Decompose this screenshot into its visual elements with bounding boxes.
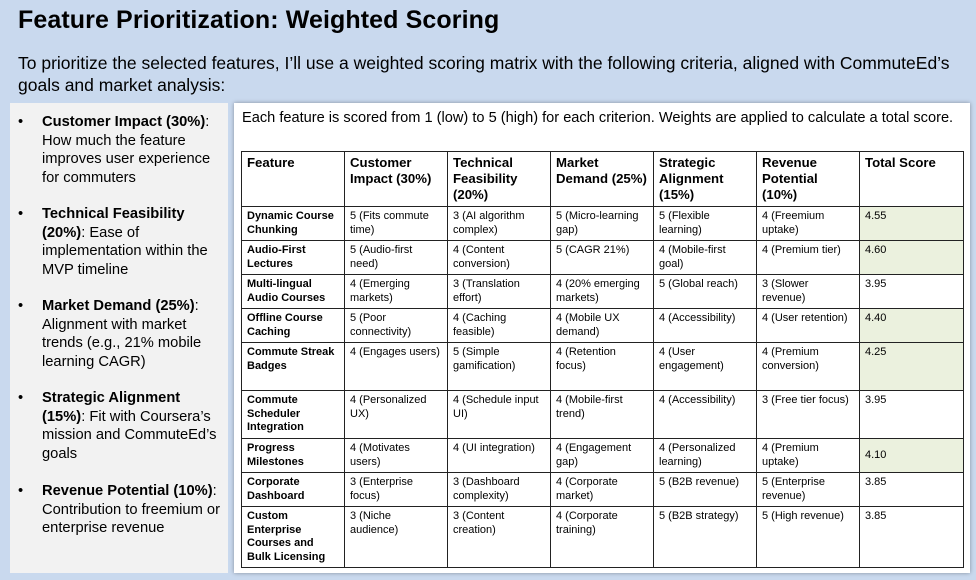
feature-cell: Multi-lingual Audio Courses — [242, 275, 345, 309]
feature-cell: Custom Enterprise Courses and Bulk Licensing — [242, 507, 345, 568]
market-demand-cell: 4 (Mobile UX demand) — [551, 309, 654, 343]
strategic-alignment-cell: 4 (User engagement) — [654, 343, 757, 391]
bullet-icon: • — [18, 298, 24, 314]
table-header-row — [242, 152, 964, 207]
scoring-note: Each feature is scored from 1 (low) to 5 (high) for each criterion. Weights are applied to calculate a total score. — [242, 110, 954, 126]
customer-impact-cell: 3 (Enterprise focus) — [345, 473, 448, 507]
column-header-technical-feasibility: Technical Feasibility (20%) — [448, 152, 551, 207]
customer-impact-cell: 4 (Personalized UX) — [345, 391, 448, 439]
customer-impact-cell: 4 (Emerging markets) — [345, 275, 448, 309]
bullet-icon: • — [18, 114, 24, 130]
table-row — [242, 241, 964, 275]
feature-cell: Dynamic Course Chunking — [242, 207, 345, 241]
column-header-customer-impact: Customer Impact (30%) — [345, 152, 448, 207]
market-demand-cell: 4 (Corporate market) — [551, 473, 654, 507]
technical-feasibility-cell: 4 (Content conversion) — [448, 241, 551, 275]
criterion-customer-impact — [18, 113, 222, 187]
feature-cell: Commute Streak Badges — [242, 343, 345, 391]
criteria-panel — [10, 103, 228, 573]
strategic-alignment-cell: 5 (B2B revenue) — [654, 473, 757, 507]
customer-impact-cell: 5 (Audio-first need) — [345, 241, 448, 275]
criterion-technical-feasibility — [18, 205, 222, 279]
table-row — [242, 473, 964, 507]
revenue-potential-cell: 4 (Premium uptake) — [757, 439, 860, 473]
table-row — [242, 207, 964, 241]
market-demand-cell: 4 (Mobile-first trend) — [551, 391, 654, 439]
market-demand-cell: 4 (Retention focus) — [551, 343, 654, 391]
column-header-revenue-potential: Revenue Potential (10%) — [757, 152, 860, 207]
customer-impact-cell: 5 (Poor connectivity) — [345, 309, 448, 343]
criterion-name: Market Demand (25%) — [42, 298, 195, 314]
table-row — [242, 275, 964, 309]
criterion-description: : Contribution to freemium or enterprise revenue — [42, 483, 220, 536]
strategic-alignment-cell: 5 (Global reach) — [654, 275, 757, 309]
technical-feasibility-cell: 4 (UI integration) — [448, 439, 551, 473]
feature-cell: Audio-First Lectures — [242, 241, 345, 275]
total-score-cell: 3.95 — [860, 391, 964, 439]
feature-cell: Progress Milestones — [242, 439, 345, 473]
criterion-description: : Alignment with market trends (e.g., 21% mobile learning CAGR) — [42, 298, 202, 370]
criterion-revenue-potential — [18, 482, 222, 538]
weighted-scoring-table — [241, 151, 964, 568]
customer-impact-cell: 5 (Fits commute time) — [345, 207, 448, 241]
technical-feasibility-cell: 5 (Simple gamification) — [448, 343, 551, 391]
total-score-cell: 3.85 — [860, 473, 964, 507]
strategic-alignment-cell: 4 (Accessibility) — [654, 391, 757, 439]
total-score-cell: 4.60 — [860, 241, 964, 275]
column-header-total-score: Total Score — [860, 152, 964, 207]
feature-cell: Offline Course Caching — [242, 309, 345, 343]
revenue-potential-cell: 3 (Slower revenue) — [757, 275, 860, 309]
criterion-name: Strategic Alignment (15%) — [42, 390, 181, 425]
market-demand-cell: 4 (20% emerging markets) — [551, 275, 654, 309]
column-header-market-demand: Market Demand (25%) — [551, 152, 654, 207]
total-score-cell: 3.95 — [860, 275, 964, 309]
criterion-market-demand — [18, 297, 222, 371]
strategic-alignment-cell: 4 (Mobile-first goal) — [654, 241, 757, 275]
total-score-cell: 4.40 — [860, 309, 964, 343]
intro-paragraph: To prioritize the selected features, I’ll use a weighted scoring matrix with the following criteria, aligned with CommuteEd’s goals and market analysis: — [18, 53, 950, 95]
table-row — [242, 391, 964, 439]
strategic-alignment-cell: 4 (Accessibility) — [654, 309, 757, 343]
revenue-potential-cell: 4 (Freemium uptake) — [757, 207, 860, 241]
criterion-name: Revenue Potential (10%) — [42, 483, 213, 499]
technical-feasibility-cell: 3 (Translation effort) — [448, 275, 551, 309]
strategic-alignment-cell: 4 (Personalized learning) — [654, 439, 757, 473]
scoring-panel — [234, 103, 970, 573]
technical-feasibility-cell: 4 (Caching feasible) — [448, 309, 551, 343]
strategic-alignment-cell: 5 (Flexible learning) — [654, 207, 757, 241]
revenue-potential-cell: 4 (Premium tier) — [757, 241, 860, 275]
technical-feasibility-cell: 3 (AI algorithm complex) — [448, 207, 551, 241]
bullet-icon: • — [18, 390, 24, 406]
technical-feasibility-cell: 3 (Content creation) — [448, 507, 551, 568]
revenue-potential-cell: 4 (Premium conversion) — [757, 343, 860, 391]
revenue-potential-cell: 4 (User retention) — [757, 309, 860, 343]
total-score-cell: 4.25 — [860, 343, 964, 391]
total-score-cell: 4.55 — [860, 207, 964, 241]
criterion-description: : Ease of implementation within the MVP timeline — [42, 224, 208, 278]
feature-cell: Corporate Dashboard — [242, 473, 345, 507]
customer-impact-cell: 4 (Motivates users) — [345, 439, 448, 473]
criterion-strategic-alignment — [18, 389, 222, 463]
market-demand-cell: 4 (Engagement gap) — [551, 439, 654, 473]
bullet-icon: • — [18, 483, 24, 499]
table-row — [242, 309, 964, 343]
customer-impact-cell: 4 (Engages users) — [345, 343, 448, 391]
feature-cell: Commute Scheduler Integration — [242, 391, 345, 439]
revenue-potential-cell: 5 (High revenue) — [757, 507, 860, 568]
column-header-strategic-alignment: Strategic Alignment (15%) — [654, 152, 757, 207]
revenue-potential-cell: 5 (Enterprise revenue) — [757, 473, 860, 507]
total-score-cell: 3.85 — [860, 507, 964, 568]
technical-feasibility-cell: 3 (Dashboard complexity) — [448, 473, 551, 507]
market-demand-cell: 5 (Micro-learning gap) — [551, 207, 654, 241]
market-demand-cell: 4 (Corporate training) — [551, 507, 654, 568]
table-row — [242, 507, 964, 568]
market-demand-cell: 5 (CAGR 21%) — [551, 241, 654, 275]
criterion-name: Customer Impact (30%) — [42, 114, 206, 130]
customer-impact-cell: 3 (Niche audience) — [345, 507, 448, 568]
criterion-name: Technical Feasibility (20%) — [42, 206, 185, 241]
revenue-potential-cell: 3 (Free tier focus) — [757, 391, 860, 439]
total-score-cell: 4.10 — [860, 439, 964, 473]
criterion-description: : Fit with Coursera’s mission and CommuteEd’s goals — [42, 408, 217, 462]
table-row — [242, 343, 964, 391]
strategic-alignment-cell: 5 (B2B strategy) — [654, 507, 757, 568]
technical-feasibility-cell: 4 (Schedule input UI) — [448, 391, 551, 439]
column-header-feature: Feature — [242, 152, 345, 207]
table-row — [242, 439, 964, 473]
bullet-icon: • — [18, 206, 24, 222]
slide-title: Feature Prioritization: Weighted Scoring — [18, 6, 500, 34]
criterion-description: : How much the feature improves user experience for commuters — [42, 114, 211, 186]
